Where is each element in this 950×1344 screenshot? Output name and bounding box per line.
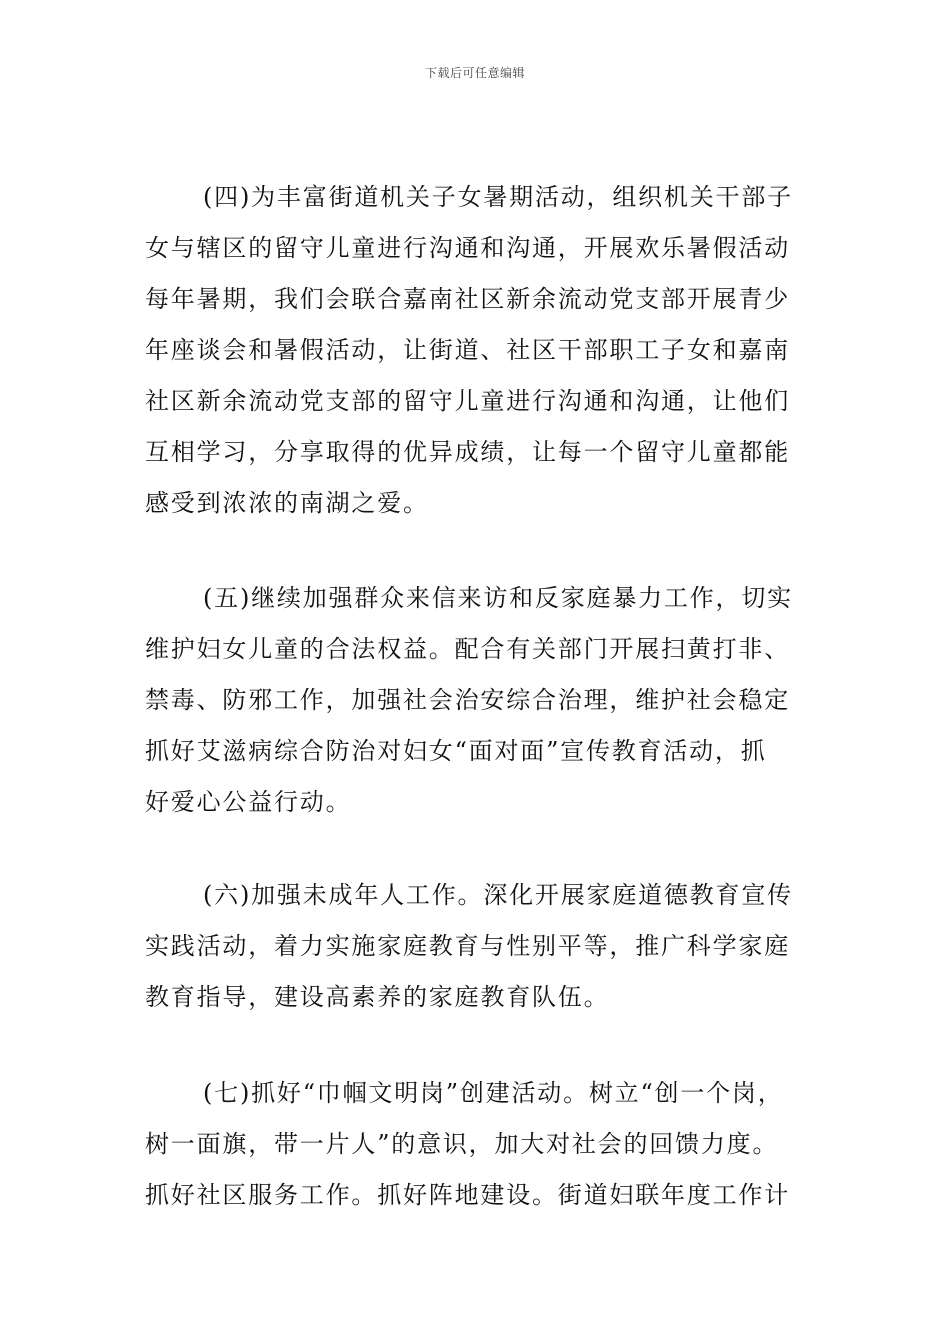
paragraph-4-line-1: (四)为丰富街道机关子女暑期活动，组织机关干部子 xyxy=(203,183,793,211)
paragraph-4-line-5: 社区新余流动党支部的留守儿童进行沟通和沟通，让他们 xyxy=(145,387,790,415)
paragraph-4-line-2: 女与辖区的留守儿童进行沟通和沟通，开展欢乐暑假活动 xyxy=(145,234,790,262)
paragraph-5-line-1: (五)继续加强群众来信来访和反家庭暴力工作，切实 xyxy=(203,584,793,612)
paragraph-5-line-4: 抓好艾滋病综合防治对妇女“面对面”宣传教育活动，抓 xyxy=(145,737,767,765)
paragraph-6-line-1: (六)加强未成年人工作。深化开展家庭道德教育宣传 xyxy=(203,881,793,909)
paragraph-7-line-3: 抓好社区服务工作。抓好阵地建设。街道妇联年度工作计 xyxy=(145,1181,790,1209)
paragraph-7-line-2: 树一面旗，带一片人”的意识，加大对社会的回馈力度。 xyxy=(145,1130,779,1158)
paragraph-4-line-3: 每年暑期，我们会联合嘉南社区新余流动党支部开展青少 xyxy=(145,285,790,313)
page-header-note: 下载后可任意编辑 xyxy=(424,66,525,80)
paragraph-5-line-5: 好爱心公益行动。 xyxy=(145,788,352,816)
paragraph-7-line-1: (七)抓好“巾帼文明岗”创建活动。树立“创一个岗， xyxy=(203,1079,784,1107)
paragraph-5-line-2: 维护妇女儿童的合法权益。配合有关部门开展扫黄打非、 xyxy=(145,635,790,663)
paragraph-4-line-7: 感受到浓浓的南湖之爱。 xyxy=(145,489,429,517)
paragraph-4-line-4: 年座谈会和暑假活动，让街道、社区干部职工子女和嘉南 xyxy=(145,336,790,364)
paragraph-6 xyxy=(145,870,810,1023)
paragraph-6-line-3: 教育指导，建设高素养的家庭教育队伍。 xyxy=(145,983,610,1011)
paragraph-4-line-6: 互相学习，分享取得的优异成绩，让每一个留守儿童都能 xyxy=(145,438,790,466)
paragraph-7 xyxy=(145,1068,810,1221)
paragraph-6-line-2: 实践活动，着力实施家庭教育与性别平等，推广科学家庭 xyxy=(145,932,790,960)
paragraph-5 xyxy=(145,573,810,828)
paragraph-5-line-3: 禁毒、防邪工作，加强社会治安综合治理，维护社会稳定 xyxy=(145,686,790,714)
paragraph-4 xyxy=(145,172,810,529)
